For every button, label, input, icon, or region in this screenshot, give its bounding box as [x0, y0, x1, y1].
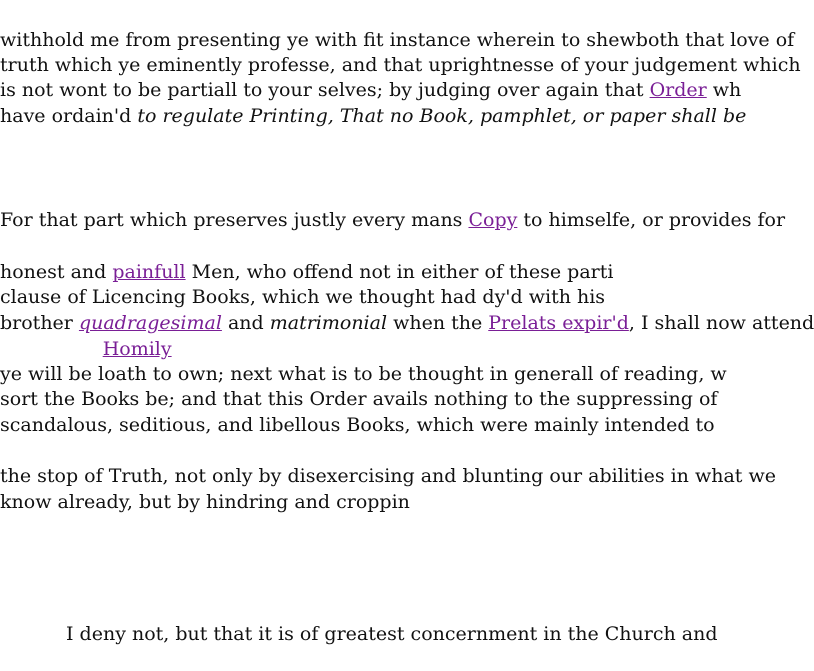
text-segment: matrimonial	[269, 312, 388, 334]
text-segment: withhold me from presenting ye with fit instance wherein to shewboth that love of	[0, 29, 795, 51]
text-segment	[0, 338, 103, 360]
text-segment: and	[221, 312, 270, 334]
text-line	[0, 259, 613, 285]
text-segment: sort the Books be; and that this Order avails nothing to the suppressing of	[0, 388, 718, 410]
text-line	[0, 412, 715, 438]
text-segment: wh	[706, 79, 742, 101]
text-line	[0, 284, 605, 310]
text-segment: is not wont to be partiall to your selves; by judging over again that	[0, 79, 650, 101]
text-segment: truth which ye eminently professe, and that uprightnesse of your judgement which	[0, 54, 801, 76]
text-segment: For that part which preserves justly every mans	[0, 209, 469, 231]
text-line	[0, 77, 741, 103]
text-segment: , I shall now attend	[628, 312, 814, 334]
text-line	[0, 27, 794, 53]
text-line	[66, 621, 718, 647]
hyperlink[interactable]: Homily	[102, 338, 172, 360]
text-line	[0, 463, 776, 489]
hyperlink[interactable]: quadragesimal	[78, 312, 222, 334]
text-segment: know already, but by hindring and croppin	[0, 491, 410, 513]
text-segment: to regulate Printing, That no Book, pamphlet, or paper shall be	[137, 105, 747, 127]
text-segment: the stop of Truth, not only by disexercising and blunting our abilities in what we	[0, 465, 776, 487]
text-segment: scandalous, seditious, and libellous Books, which were mainly intended to	[0, 414, 715, 436]
text-line	[0, 52, 801, 78]
text-line	[0, 336, 172, 362]
hyperlink[interactable]: painfull	[112, 261, 186, 283]
hyperlink[interactable]: Copy	[468, 209, 518, 231]
text-segment: honest and	[0, 261, 113, 283]
text-line	[0, 207, 785, 233]
text-line	[0, 386, 717, 412]
text-line	[0, 361, 727, 387]
hyperlink[interactable]: Prelats expir'd	[488, 312, 629, 334]
text-line	[0, 310, 814, 336]
text-segment: I deny not, but that it is of greatest concernment in the Church and	[66, 623, 718, 645]
text-segment: have ordain'd	[0, 105, 138, 127]
text-segment: Men, who offend not in either of these parti	[185, 261, 614, 283]
text-line	[0, 103, 746, 129]
text-segment: to himselfe, or provides for	[517, 209, 786, 231]
text-segment: when the	[387, 312, 489, 334]
text-segment: brother	[0, 312, 79, 334]
hyperlink[interactable]: Order	[649, 79, 707, 101]
text-segment: ye will be loath to own; next what is to be thought in generall of reading, w	[0, 363, 727, 385]
text-segment: clause of Licencing Books, which we thought had dy'd with his	[0, 286, 606, 308]
text-line	[0, 489, 410, 515]
